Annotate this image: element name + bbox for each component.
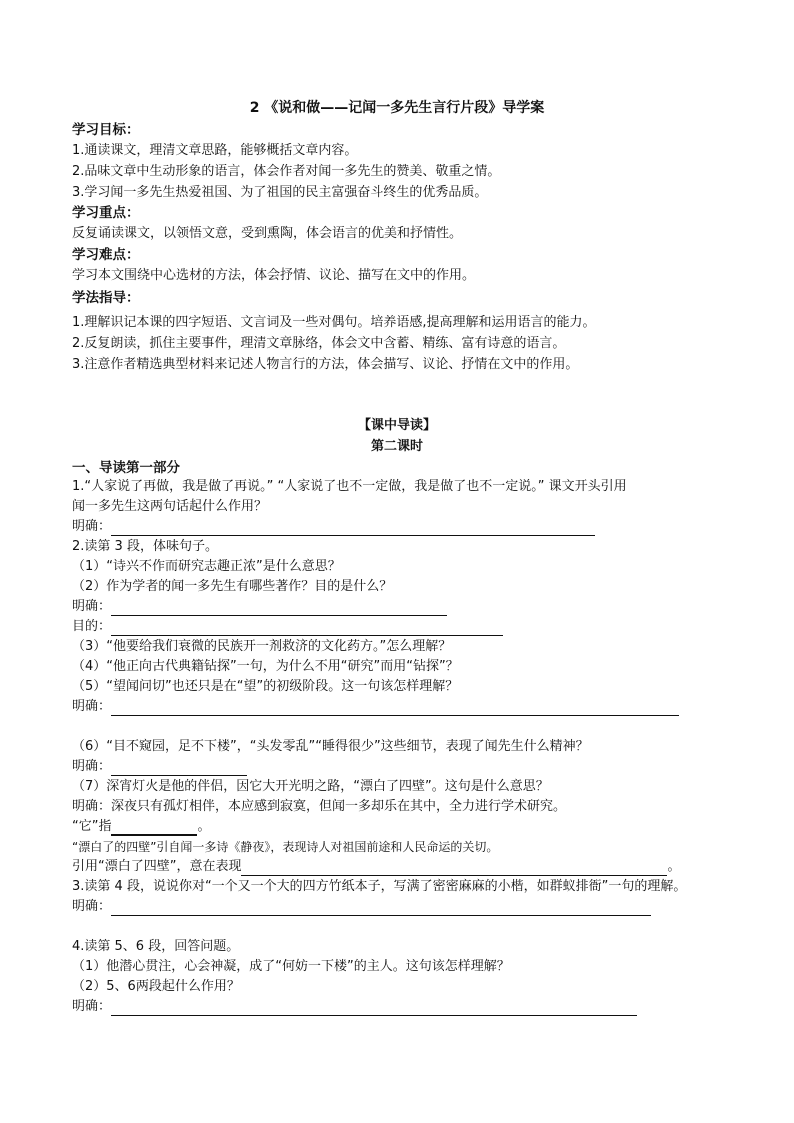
- it-refers-blank[interactable]: [111, 820, 197, 836]
- poem-note: “漂白了的四壁”引自闻一多诗《静夜》，表现诗人对祖国前途和人民命运的关切。: [72, 840, 499, 854]
- q2-5: （5）“望闻问切”也还只是在“望”的初级阶段。这一句该怎样理解？: [72, 679, 459, 694]
- key-heading: 学习重点：: [72, 205, 140, 221]
- q2-4: （4）“他正向古代典籍钻探”一句，为什么不用“研究”而用“钻探”？: [72, 659, 459, 674]
- q2-3: （3）“他要给我们衰微的民族开一剂救济的文化药方。”怎么理解？: [72, 639, 452, 654]
- method-heading: 学法指导：: [72, 290, 140, 306]
- answer-label: 明确：: [72, 699, 112, 714]
- answer-blank[interactable]: [111, 1001, 637, 1016]
- q4-1: （1）他潜心贯注，心会神凝，成了“何妨一下楼”的主人。这句该怎样理解？: [72, 959, 510, 974]
- q4: 4.读第 5、6 段，回答问题。: [72, 939, 240, 954]
- goals-heading: 学习目标：: [72, 122, 140, 138]
- part1-heading: 一、导读第一部分: [72, 460, 180, 476]
- q2-2: （2）作为学者的闻一多先生有哪些著作？目的是什么？: [72, 579, 393, 594]
- quote-intent-label: 引用“漂白了四壁”，意在表现: [72, 859, 242, 874]
- answer-label: 明确：: [72, 999, 112, 1014]
- q4-2: （2）5、6两段起什么作用？: [72, 979, 240, 994]
- difficulty-heading: 学习难点：: [72, 247, 140, 263]
- q2-1: （1）“诗兴不作而研究志趣正浓”是什么意思？: [72, 559, 341, 574]
- section-subheading: 第二课时: [370, 439, 423, 454]
- method-item-2: 2.反复朗读，抓住主要事件，理清文章脉络，体会文中含蓄、精练、富有诗意的语言。: [72, 336, 566, 351]
- q2-7-answer: 明确：深夜只有孤灯相伴，本应感到寂寞，但闻一多却乐在其中，全力进行学术研究。: [72, 799, 567, 814]
- answer-blank[interactable]: [111, 761, 247, 776]
- q2-prompt: 2.读第 3 段，体味句子。: [72, 539, 218, 554]
- goal-item-3: 3.学习闻一多先生热爱祖国、为了祖国的民主富强奋斗终生的优秀品质。: [72, 185, 488, 200]
- answer-label: 明确：: [72, 899, 112, 914]
- q2-answer-row: [72, 598, 447, 616]
- answer-label: 明确：: [72, 519, 112, 534]
- answer-blank[interactable]: [111, 521, 595, 536]
- answer-blank[interactable]: [111, 701, 679, 716]
- difficulty-text: 学习本文围绕中心选材的方法，体会抒情、议论、描写在文中的作用。: [72, 268, 476, 283]
- answer-label: 明确：: [72, 599, 112, 614]
- answer-blank[interactable]: [111, 901, 651, 916]
- purpose-blank[interactable]: [111, 621, 503, 636]
- q3: 3.读第 4 段，说说你对“一个又一个大的四方竹纸本子，写满了密密麻麻的小楷，如群蚁排衙”一句的理解。: [72, 879, 687, 894]
- purpose-label: 目的：: [72, 619, 112, 634]
- q1-answer-row: [72, 518, 595, 536]
- method-item-1: 1.理解识记本课的四字短语、文言词及一些对偶句。培养语感,提高理解和运用语言的能力。: [72, 315, 596, 330]
- period: 。: [667, 859, 681, 874]
- quote-intent-blank[interactable]: [241, 861, 667, 876]
- q2-5-answer-row: [72, 698, 679, 716]
- goal-item-1: 1.通读课文，理清文章思路，能够概括文章内容。: [72, 143, 358, 158]
- section-heading: 【课中导读】: [357, 418, 436, 433]
- method-item-3: 3.注意作者精选典型材料来记述人物言行的方法，体会描写、议论、抒情在文中的作用。: [72, 357, 579, 372]
- answer-blank[interactable]: [111, 601, 447, 616]
- document-title: 2 《说和做——记闻一多先生言行片段》导学案: [249, 100, 545, 116]
- q2-7: （7）深宵灯火是他的伴侣，因它大开光明之路，“漂白了四壁”。这句是什么意思？: [72, 779, 549, 794]
- goal-item-2: 2.品味文章中生动形象的语言，体会作者对闻一多先生的赞美、敬重之情。: [72, 164, 501, 179]
- answer-label: 明确：: [72, 759, 112, 774]
- q1-line-1: 1.“人家说了再做，我是做了再说。” “人家说了也不一定做，我是做了也不一定说。” 课文开头引用: [72, 479, 627, 494]
- period: 。: [197, 819, 211, 834]
- key-text: 反复诵读课文，以领悟文意，受到熏陶，体会语言的优美和抒情性。: [72, 226, 463, 241]
- q3-answer-row: [72, 898, 651, 916]
- quote-intent-row: [72, 858, 681, 876]
- q1-line-2: 闻一多先生这两句话起什么作用？: [72, 499, 268, 514]
- q2-6: （6）“目不窥园，足不下楼”，“头发零乱”“睡得很少”这些细节，表现了闻先生什么精神？: [72, 739, 589, 754]
- it-refers-row: [72, 818, 211, 836]
- q4-answer-row: [72, 998, 637, 1016]
- it-refers-label: “它”指: [72, 819, 112, 834]
- q2-purpose-row: [72, 618, 503, 636]
- q2-6-answer-row: [72, 758, 247, 776]
